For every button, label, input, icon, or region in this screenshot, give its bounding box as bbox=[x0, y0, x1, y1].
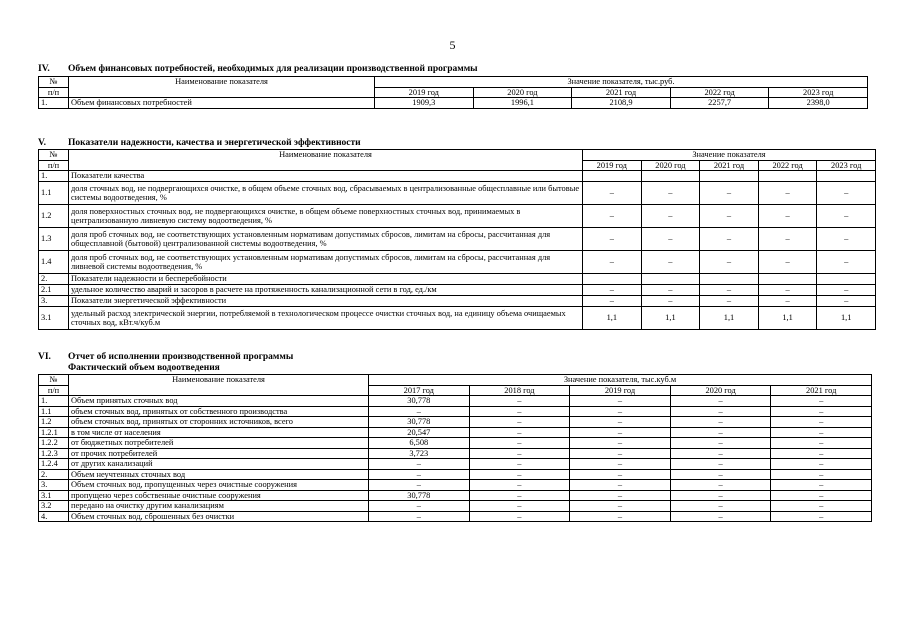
row-value: – bbox=[758, 251, 817, 274]
row-value: – bbox=[700, 285, 759, 296]
row-number: 4. bbox=[39, 511, 69, 522]
row-name: Показатели энергетической эффективности bbox=[69, 296, 583, 307]
row-value: – bbox=[469, 459, 570, 470]
row-value: – bbox=[570, 490, 671, 501]
row-name: Показатели качества bbox=[69, 171, 583, 182]
row-number: 1. bbox=[39, 396, 69, 407]
row-value: – bbox=[583, 228, 642, 251]
row-value bbox=[583, 171, 642, 182]
wastewater-volume-table bbox=[38, 374, 872, 522]
row-name: доля поверхностных сточных вод, не подвергающихся очистке, в общем объеме поверхностных сточных вод, принимаемых в централизованную ливневую систему водоотведения, % bbox=[69, 205, 583, 228]
financial-needs-table bbox=[38, 76, 868, 109]
row-value: 1,1 bbox=[758, 307, 817, 330]
row-value: – bbox=[670, 490, 771, 501]
row-value: 1,1 bbox=[583, 307, 642, 330]
col-number-header-2: п/п bbox=[39, 87, 69, 98]
row-value: – bbox=[570, 501, 671, 512]
row-value: – bbox=[771, 469, 872, 480]
row-value: 20,547 bbox=[369, 427, 470, 438]
row-value: – bbox=[758, 228, 817, 251]
row-value: 2398,0 bbox=[769, 98, 868, 109]
col-number-header: № bbox=[39, 150, 69, 161]
row-value: – bbox=[817, 296, 876, 307]
row-number: 3. bbox=[39, 296, 69, 307]
row-value: 30,778 bbox=[369, 417, 470, 428]
row-number: 1.2.4 bbox=[39, 459, 69, 470]
row-value: – bbox=[570, 417, 671, 428]
row-number: 3.1 bbox=[39, 307, 69, 330]
row-value: 2257,7 bbox=[670, 98, 769, 109]
row-number: 1.3 bbox=[39, 228, 69, 251]
table-row bbox=[39, 480, 872, 491]
table-row bbox=[39, 251, 876, 274]
row-value: – bbox=[469, 448, 570, 459]
row-value: 30,778 bbox=[369, 490, 470, 501]
section-5-roman: V. bbox=[38, 138, 47, 148]
col-name-header: Наименование показателя bbox=[69, 375, 369, 396]
row-value: – bbox=[369, 469, 470, 480]
table-row bbox=[39, 274, 876, 285]
col-number-header-2: п/п bbox=[39, 160, 69, 171]
row-value: – bbox=[670, 406, 771, 417]
row-value: – bbox=[570, 469, 671, 480]
row-number: 1.2.2 bbox=[39, 438, 69, 449]
row-number: 3. bbox=[39, 480, 69, 491]
row-value: – bbox=[583, 205, 642, 228]
row-number: 1.1 bbox=[39, 182, 69, 205]
table-row bbox=[39, 501, 872, 512]
row-name: Объем финансовых потребностей bbox=[69, 98, 375, 109]
col-value-header: Значение показателя, тыс.куб.м bbox=[369, 375, 872, 386]
row-value: – bbox=[817, 182, 876, 205]
row-value: – bbox=[583, 285, 642, 296]
year-header: 2019 год bbox=[583, 160, 642, 171]
table-row bbox=[39, 427, 872, 438]
row-value: – bbox=[369, 501, 470, 512]
row-name: Объем сточных вод, пропущенных через очистные сооружения bbox=[69, 480, 369, 491]
row-value: 1996,1 bbox=[473, 98, 572, 109]
col-value-header: Значение показателя, тыс.руб. bbox=[375, 77, 868, 88]
section-6-subtitle: Фактический объем водоотведения bbox=[68, 363, 220, 373]
table-row bbox=[39, 417, 872, 428]
table-row bbox=[39, 406, 872, 417]
row-name: доля проб сточных вод, не соответствующих установленным нормативам допустимых сбросов, лимитам на сбросы, рассчитанная для ливневой системы водоотведения, % bbox=[69, 251, 583, 274]
row-value: – bbox=[641, 228, 700, 251]
row-value: – bbox=[670, 459, 771, 470]
row-value: – bbox=[583, 251, 642, 274]
row-value: – bbox=[469, 438, 570, 449]
row-number: 1.4 bbox=[39, 251, 69, 274]
year-header: 2019 год bbox=[375, 87, 474, 98]
row-value: – bbox=[817, 228, 876, 251]
section-6-title: Отчет об исполнении производственной программы bbox=[68, 352, 294, 362]
page-number: 5 bbox=[449, 38, 456, 52]
row-value: – bbox=[771, 490, 872, 501]
row-number: 2. bbox=[39, 469, 69, 480]
row-value: – bbox=[670, 438, 771, 449]
year-header: 2018 год bbox=[469, 385, 570, 396]
row-value: – bbox=[771, 396, 872, 407]
table-row bbox=[39, 296, 876, 307]
row-value: – bbox=[570, 480, 671, 491]
row-value: – bbox=[817, 251, 876, 274]
row-name: от бюджетных потребителей bbox=[69, 438, 369, 449]
row-value bbox=[758, 171, 817, 182]
row-value: – bbox=[670, 396, 771, 407]
table-row bbox=[39, 228, 876, 251]
row-value: – bbox=[469, 469, 570, 480]
row-name: Объем принятых сточных вод bbox=[69, 396, 369, 407]
row-value: – bbox=[641, 182, 700, 205]
row-value: – bbox=[758, 285, 817, 296]
year-header: 2021 год bbox=[771, 385, 872, 396]
row-value: – bbox=[469, 490, 570, 501]
row-value: 1,1 bbox=[641, 307, 700, 330]
table-row bbox=[39, 459, 872, 470]
row-value: – bbox=[700, 205, 759, 228]
year-header: 2022 год bbox=[758, 160, 817, 171]
row-name: в том числе от населения bbox=[69, 427, 369, 438]
year-header: 2020 год bbox=[670, 385, 771, 396]
row-value: – bbox=[771, 417, 872, 428]
row-value bbox=[641, 171, 700, 182]
row-name: передано на очистку другим канализациям bbox=[69, 501, 369, 512]
table-row bbox=[39, 98, 868, 109]
row-number: 1.2.3 bbox=[39, 448, 69, 459]
year-header: 2022 год bbox=[670, 87, 769, 98]
row-value: – bbox=[771, 438, 872, 449]
row-value: – bbox=[469, 417, 570, 428]
section-5-heading bbox=[38, 138, 361, 148]
section-4-heading bbox=[38, 64, 478, 74]
row-number: 1.2 bbox=[39, 417, 69, 428]
row-value: – bbox=[469, 427, 570, 438]
col-name-header: Наименование показателя bbox=[69, 150, 583, 171]
row-value: 3,723 bbox=[369, 448, 470, 459]
table-row bbox=[39, 285, 876, 296]
row-value: – bbox=[469, 406, 570, 417]
row-value: – bbox=[369, 406, 470, 417]
row-value: – bbox=[700, 296, 759, 307]
col-number-header: № bbox=[39, 375, 69, 386]
row-value: – bbox=[570, 448, 671, 459]
section-6-heading bbox=[38, 352, 293, 362]
section-4-title: Объем финансовых потребностей, необходимых для реализации производственной программы bbox=[68, 64, 478, 74]
row-value: – bbox=[771, 480, 872, 491]
row-number: 3.1 bbox=[39, 490, 69, 501]
row-value: – bbox=[700, 228, 759, 251]
section-4-roman: IV. bbox=[38, 64, 50, 74]
row-value bbox=[641, 274, 700, 285]
row-value: – bbox=[771, 448, 872, 459]
row-number: 2. bbox=[39, 274, 69, 285]
row-name: Показатели надежности и бесперебойности bbox=[69, 274, 583, 285]
table-row bbox=[39, 469, 872, 480]
row-value: – bbox=[570, 396, 671, 407]
year-header: 2021 год bbox=[572, 87, 671, 98]
col-number-header: № bbox=[39, 77, 69, 88]
row-value: 1,1 bbox=[817, 307, 876, 330]
row-value: – bbox=[670, 469, 771, 480]
row-value bbox=[583, 274, 642, 285]
row-number: 1.2.1 bbox=[39, 427, 69, 438]
row-number: 1. bbox=[39, 171, 69, 182]
row-value: 1,1 bbox=[700, 307, 759, 330]
row-value: – bbox=[641, 205, 700, 228]
row-name: доля сточных вод, не подвергающихся очистке, в общем объеме сточных вод, сбрасываемых в централизованные общесплавные или бытовые системы водоотведения, % bbox=[69, 182, 583, 205]
row-value: – bbox=[469, 511, 570, 522]
section-5-title: Показатели надежности, качества и энергетической эффективности bbox=[68, 138, 361, 148]
row-value: – bbox=[670, 511, 771, 522]
row-name: Объем неучтенных сточных вод bbox=[69, 469, 369, 480]
row-name: доля проб сточных вод, не соответствующих установленным нормативам допустимых сбросов, лимитам на сбросы, рассчитанная для общесплавной (бытовой) централизованной системы водоотведения, % bbox=[69, 228, 583, 251]
year-header: 2020 год bbox=[473, 87, 572, 98]
row-value: – bbox=[771, 406, 872, 417]
row-name: от других канализаций bbox=[69, 459, 369, 470]
row-value: – bbox=[670, 448, 771, 459]
row-value: – bbox=[369, 511, 470, 522]
row-value: – bbox=[771, 511, 872, 522]
table-row bbox=[39, 182, 876, 205]
row-value: 2108,9 bbox=[572, 98, 671, 109]
row-value: – bbox=[583, 182, 642, 205]
row-name: пропущено через собственные очистные сооружения bbox=[69, 490, 369, 501]
row-value: – bbox=[570, 406, 671, 417]
row-value: – bbox=[670, 417, 771, 428]
col-value-header: Значение показателя bbox=[583, 150, 876, 161]
row-value bbox=[758, 274, 817, 285]
row-name: от прочих потребителей bbox=[69, 448, 369, 459]
year-header: 2023 год bbox=[817, 160, 876, 171]
table-row bbox=[39, 511, 872, 522]
row-value: – bbox=[570, 511, 671, 522]
row-value: – bbox=[817, 205, 876, 228]
row-value bbox=[817, 274, 876, 285]
row-value bbox=[700, 171, 759, 182]
quality-indicators-table bbox=[38, 149, 876, 330]
row-value bbox=[817, 171, 876, 182]
row-value: – bbox=[758, 205, 817, 228]
row-name: удельное количество аварий и засоров в расчете на протяженность канализационной сети в год, ед./км bbox=[69, 285, 583, 296]
row-value: – bbox=[469, 501, 570, 512]
row-value: – bbox=[817, 285, 876, 296]
col-name-header: Наименование показателя bbox=[69, 77, 375, 98]
table-row bbox=[39, 171, 876, 182]
table-row bbox=[39, 490, 872, 501]
row-number: 1.1 bbox=[39, 406, 69, 417]
row-value: – bbox=[570, 459, 671, 470]
row-value: – bbox=[583, 296, 642, 307]
row-name: Объем сточных вод, сброшенных без очистки bbox=[69, 511, 369, 522]
year-header: 2023 год bbox=[769, 87, 868, 98]
col-number-header-2: п/п bbox=[39, 385, 69, 396]
row-value: – bbox=[369, 480, 470, 491]
table-row bbox=[39, 448, 872, 459]
row-value: – bbox=[700, 251, 759, 274]
row-value: – bbox=[369, 459, 470, 470]
row-name: объем сточных вод, принятых от собственного производства bbox=[69, 406, 369, 417]
row-value: 1909,3 bbox=[375, 98, 474, 109]
row-value: – bbox=[469, 480, 570, 491]
row-value: – bbox=[670, 480, 771, 491]
row-value: – bbox=[758, 182, 817, 205]
row-value: 6,508 bbox=[369, 438, 470, 449]
row-value: – bbox=[771, 501, 872, 512]
row-value: – bbox=[570, 427, 671, 438]
row-value: – bbox=[670, 501, 771, 512]
section-6-roman: VI. bbox=[38, 352, 51, 362]
row-value: – bbox=[700, 182, 759, 205]
row-value bbox=[700, 274, 759, 285]
row-value: – bbox=[771, 459, 872, 470]
row-number: 1.2 bbox=[39, 205, 69, 228]
row-number: 1. bbox=[39, 98, 69, 109]
row-value: – bbox=[641, 296, 700, 307]
table-row bbox=[39, 307, 876, 330]
row-number: 3.2 bbox=[39, 501, 69, 512]
row-value: – bbox=[641, 285, 700, 296]
row-value: 30,778 bbox=[369, 396, 470, 407]
row-value: – bbox=[670, 427, 771, 438]
year-header: 2017 год bbox=[369, 385, 470, 396]
row-value: – bbox=[570, 438, 671, 449]
row-name: объем сточных вод, принятых от сторонних источников, всего bbox=[69, 417, 369, 428]
table-row bbox=[39, 396, 872, 407]
year-header: 2020 год bbox=[641, 160, 700, 171]
row-value: – bbox=[771, 427, 872, 438]
table-row bbox=[39, 438, 872, 449]
row-value: – bbox=[641, 251, 700, 274]
year-header: 2021 год bbox=[700, 160, 759, 171]
table-row bbox=[39, 205, 876, 228]
row-name: удельный расход электрической энергии, потребляемой в технологическом процессе очистки сточных вод, на единицу объема очищаемых сточных вод, кВт.ч/куб.м bbox=[69, 307, 583, 330]
row-value: – bbox=[758, 296, 817, 307]
row-value: – bbox=[469, 396, 570, 407]
year-header: 2019 год bbox=[570, 385, 671, 396]
row-number: 2.1 bbox=[39, 285, 69, 296]
